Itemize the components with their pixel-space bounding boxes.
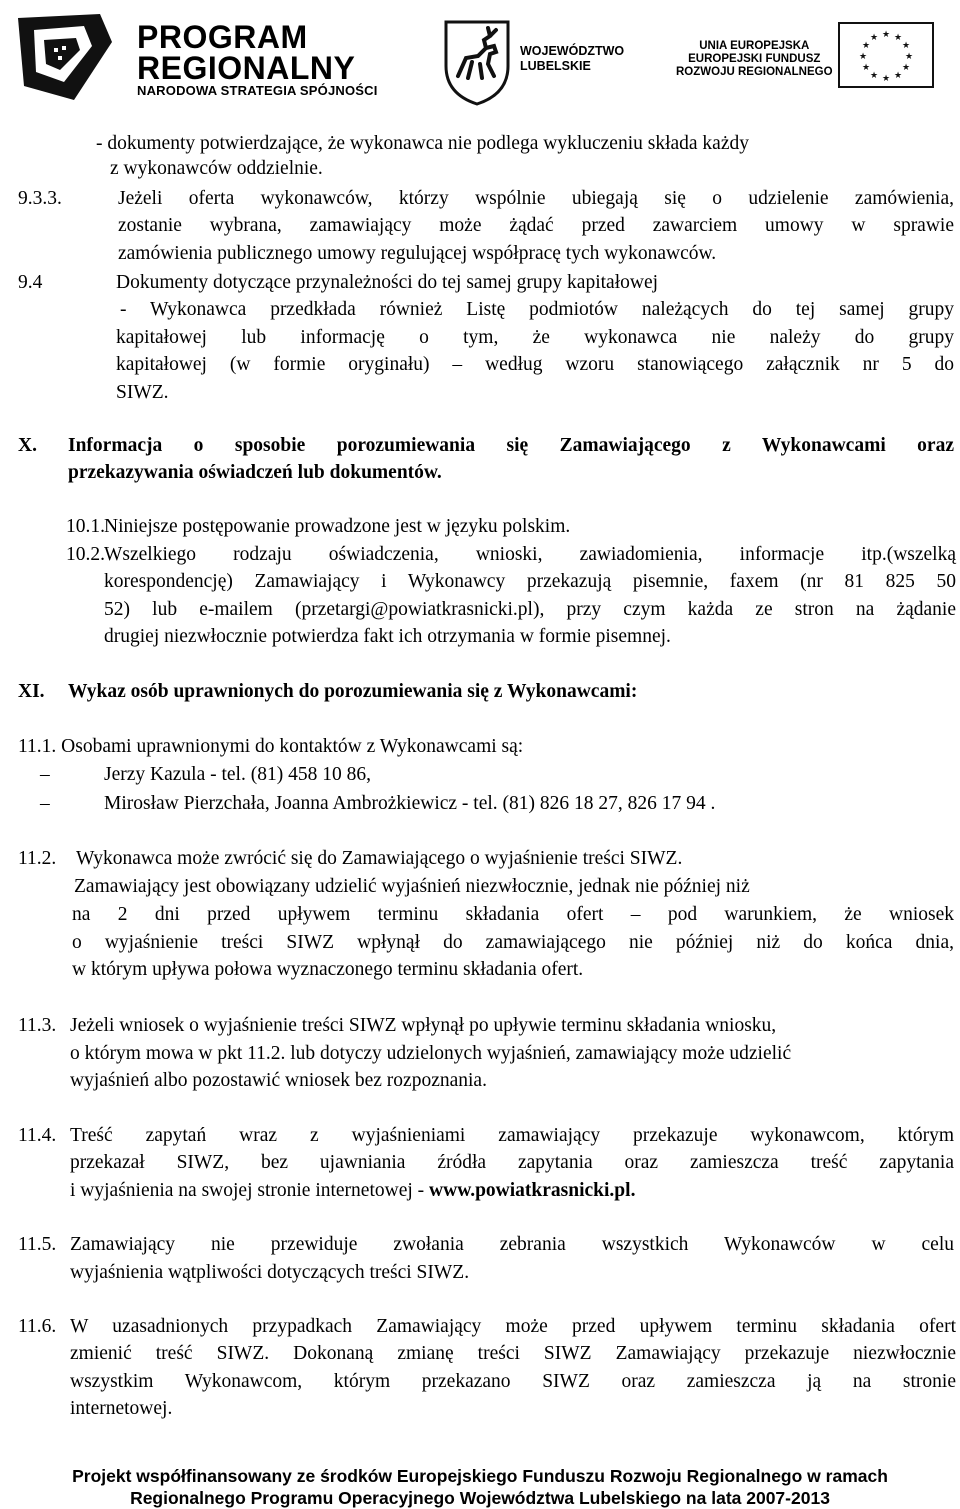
section-number: 9.4: [18, 272, 43, 293]
svg-text:★: ★: [869, 33, 879, 43]
text-line: SIWZ.: [116, 382, 169, 403]
text-line: Wszelkiego rodzaju oświadczenia, wnioski, zawiadomienia, informacje itp.(wszelką: [104, 544, 956, 565]
deer-emblem-icon: [438, 18, 516, 106]
footer-line: Projekt współfinansowany ze środków Europejskiego Funduszu Rozwoju Regionalnego w ramach: [72, 1466, 888, 1486]
section-number: 11.6.: [18, 1316, 57, 1337]
text-line: Jeżeli wniosek o wyjaśnienie treści SIWZ wpłynął po upływie terminu składania wniosku,: [70, 1015, 777, 1036]
svg-text:★: ★: [861, 41, 871, 51]
section-number: 10.2.: [66, 544, 105, 565]
text-line: kapitałowej lub informację o tym, że wykonawca nie należy do grupy: [116, 327, 954, 348]
text-line: korespondencję) Zamawiający i Wykonawcy przekazują pisemnie, faxem (nr 81 825 50: [104, 571, 956, 592]
page-header: [0, 0, 960, 112]
text-line: w którym upływa połowa wyznaczonego terminu składania ofert.: [72, 959, 584, 980]
text-line: internetowej.: [70, 1398, 173, 1419]
text-line: Treść zapytań wraz z wyjaśnieniami zamawiający przekazuje wykonawcom, którym: [70, 1125, 954, 1146]
svg-text:★: ★: [861, 63, 871, 73]
svg-text:★: ★: [893, 33, 903, 43]
text-line: o którym mowa w pkt 11.2. lub dotyczy udzielonych wyjaśnień, zamawiający może udzielić: [70, 1043, 792, 1064]
list-bullet: –: [40, 764, 50, 785]
section-number: 11.4.: [18, 1125, 57, 1146]
svg-text:★: ★: [904, 52, 914, 62]
text-line: - dokumenty potwierdzające, że wykonawca nie podlega wykluczeniu składa każdy: [96, 133, 749, 154]
program-subtitle: NARODOWA STRATEGIA SPÓJNOŚCI: [137, 83, 378, 98]
section-number: 11.3.: [18, 1015, 57, 1036]
text-line: z wykonawców oddzielnie.: [110, 158, 323, 179]
text-line: na 2 dni przed upływem terminu składania ofert – pod warunkiem, że wniosek: [72, 904, 954, 925]
text-span: i wyjaśnienia na swojej stronie internetowej -: [70, 1180, 425, 1201]
eu-fund-label: UNIA EUROPEJSKA EUROPEJSKI FUNDUSZ ROZWOJU REGIONALNEGO: [676, 40, 833, 78]
text-line: 52) lub e-mailem (przetargi@powiatkrasnicki.pl), przy czym każda ze stron na żądanie: [104, 599, 956, 620]
text-line: Niniejsze postępowanie prowadzone jest w języku polskim.: [104, 516, 571, 537]
text-line: wszystkim Wykonawcom, którym przekazano SIWZ oraz zamieszcza ją na stronie: [70, 1371, 956, 1392]
section-number: 11.2.: [18, 848, 57, 869]
website-link[interactable]: www.powiatkrasnicki.pl.: [429, 1180, 636, 1201]
section-heading: przekazywania oświadczeń lub dokumentów.: [68, 462, 442, 483]
svg-text:★: ★: [881, 74, 891, 84]
list-bullet: –: [40, 793, 50, 814]
section-heading: Informacja o sposobie porozumiewania się Zamawiającego z Wykonawcami oraz: [68, 435, 954, 456]
text-line: zamówienia publicznego umowy regulującej współpracę tych wykonawców.: [118, 243, 717, 264]
text-line: zostanie wybrana, zamawiający może żądać przed zawarciem umowy w sprawie: [118, 215, 954, 236]
text-line: drugiej niezwłocznie potwierdza fakt ich otrzymania w formie pisemnej.: [104, 626, 671, 647]
svg-text:★: ★: [881, 30, 891, 40]
text-line: wyjaśnień albo pozostawić wniosek bez rozpoznania.: [70, 1070, 487, 1091]
text-line: wyjaśnienia wątpliwości dotyczących treści SIWZ.: [70, 1262, 470, 1283]
page-footer: [0, 1465, 960, 1509]
text-line: Jeżeli oferta wykonawców, którzy wspólnie ubiegają się o udzielenie zamówienia,: [118, 188, 954, 209]
text-line: zmienić treść SIWZ. Dokonaną zmianę treści SIWZ Zamawiający przekazuje niezwłocznie: [70, 1343, 956, 1364]
text-line: o wyjaśnienie treści SIWZ wpłynął do zamawiającego nie później niż do końca dnia,: [72, 932, 954, 953]
text-line: - Wykonawca przedkłada również Listę podmiotów należących do tej samej grupy: [120, 299, 954, 320]
list-item: Mirosław Pierzchała, Joanna Ambrożkiewicz - tel. (81) 826 18 27, 826 17 94 .: [104, 793, 716, 814]
text-line: 11.1. Osobami uprawnionymi do kontaktów z Wykonawcami są:: [18, 736, 524, 757]
section-number: XI.: [18, 681, 45, 702]
text-line: [70, 1179, 635, 1203]
section-number: 9.3.3.: [18, 188, 62, 209]
text-line: przekazał SIWZ, bez ujawniania źródła zapytania oraz zamieszcza treść zapytania: [70, 1152, 954, 1173]
text-line: Dokumenty dotyczące przynależności do tej samej grupy kapitałowej: [116, 272, 659, 293]
section-number: X.: [18, 435, 37, 456]
svg-text:★: ★: [869, 71, 879, 81]
footer-line: Regionalnego Programu Operacyjnego Województwa Lubelskiego na lata 2007-2013: [130, 1488, 830, 1508]
text-line: kapitałowej (w formie oryginału) – według wzoru stanowiącego załącznik nr 5 do: [116, 354, 954, 375]
text-line: Wykonawca może zwrócić się do Zamawiającego o wyjaśnienie treści SIWZ.: [76, 848, 683, 869]
text-line: Zamawiający jest obowiązany udzielić wyjaśnień niezwłocznie, jednak nie później niż: [74, 876, 750, 897]
voivodeship-label: WOJEWÓDZTWO LUBELSKIE: [520, 44, 625, 73]
text-line: Zamawiający nie przewiduje zwołania zebrania wszystkich Wykonawców w celu: [70, 1234, 954, 1255]
text-line: W uzasadnionych przypadkach Zamawiający może przed upływem terminu składania ofert: [70, 1316, 956, 1337]
program-regionalny-logo-icon: [14, 12, 124, 104]
eu-flag-icon: [838, 22, 934, 88]
section-heading: Wykaz osób uprawnionych do porozumiewania się z Wykonawcami:: [68, 681, 638, 702]
program-title: PROGRAM REGIONALNY: [137, 19, 356, 86]
list-item: Jerzy Kazula - tel. (81) 458 10 86,: [104, 764, 371, 785]
svg-text:★: ★: [858, 52, 868, 62]
svg-text:★: ★: [901, 41, 911, 51]
section-number: 10.1.: [66, 516, 105, 537]
svg-text:★: ★: [893, 71, 903, 81]
svg-text:★: ★: [901, 63, 911, 73]
section-number: 11.5.: [18, 1234, 57, 1255]
